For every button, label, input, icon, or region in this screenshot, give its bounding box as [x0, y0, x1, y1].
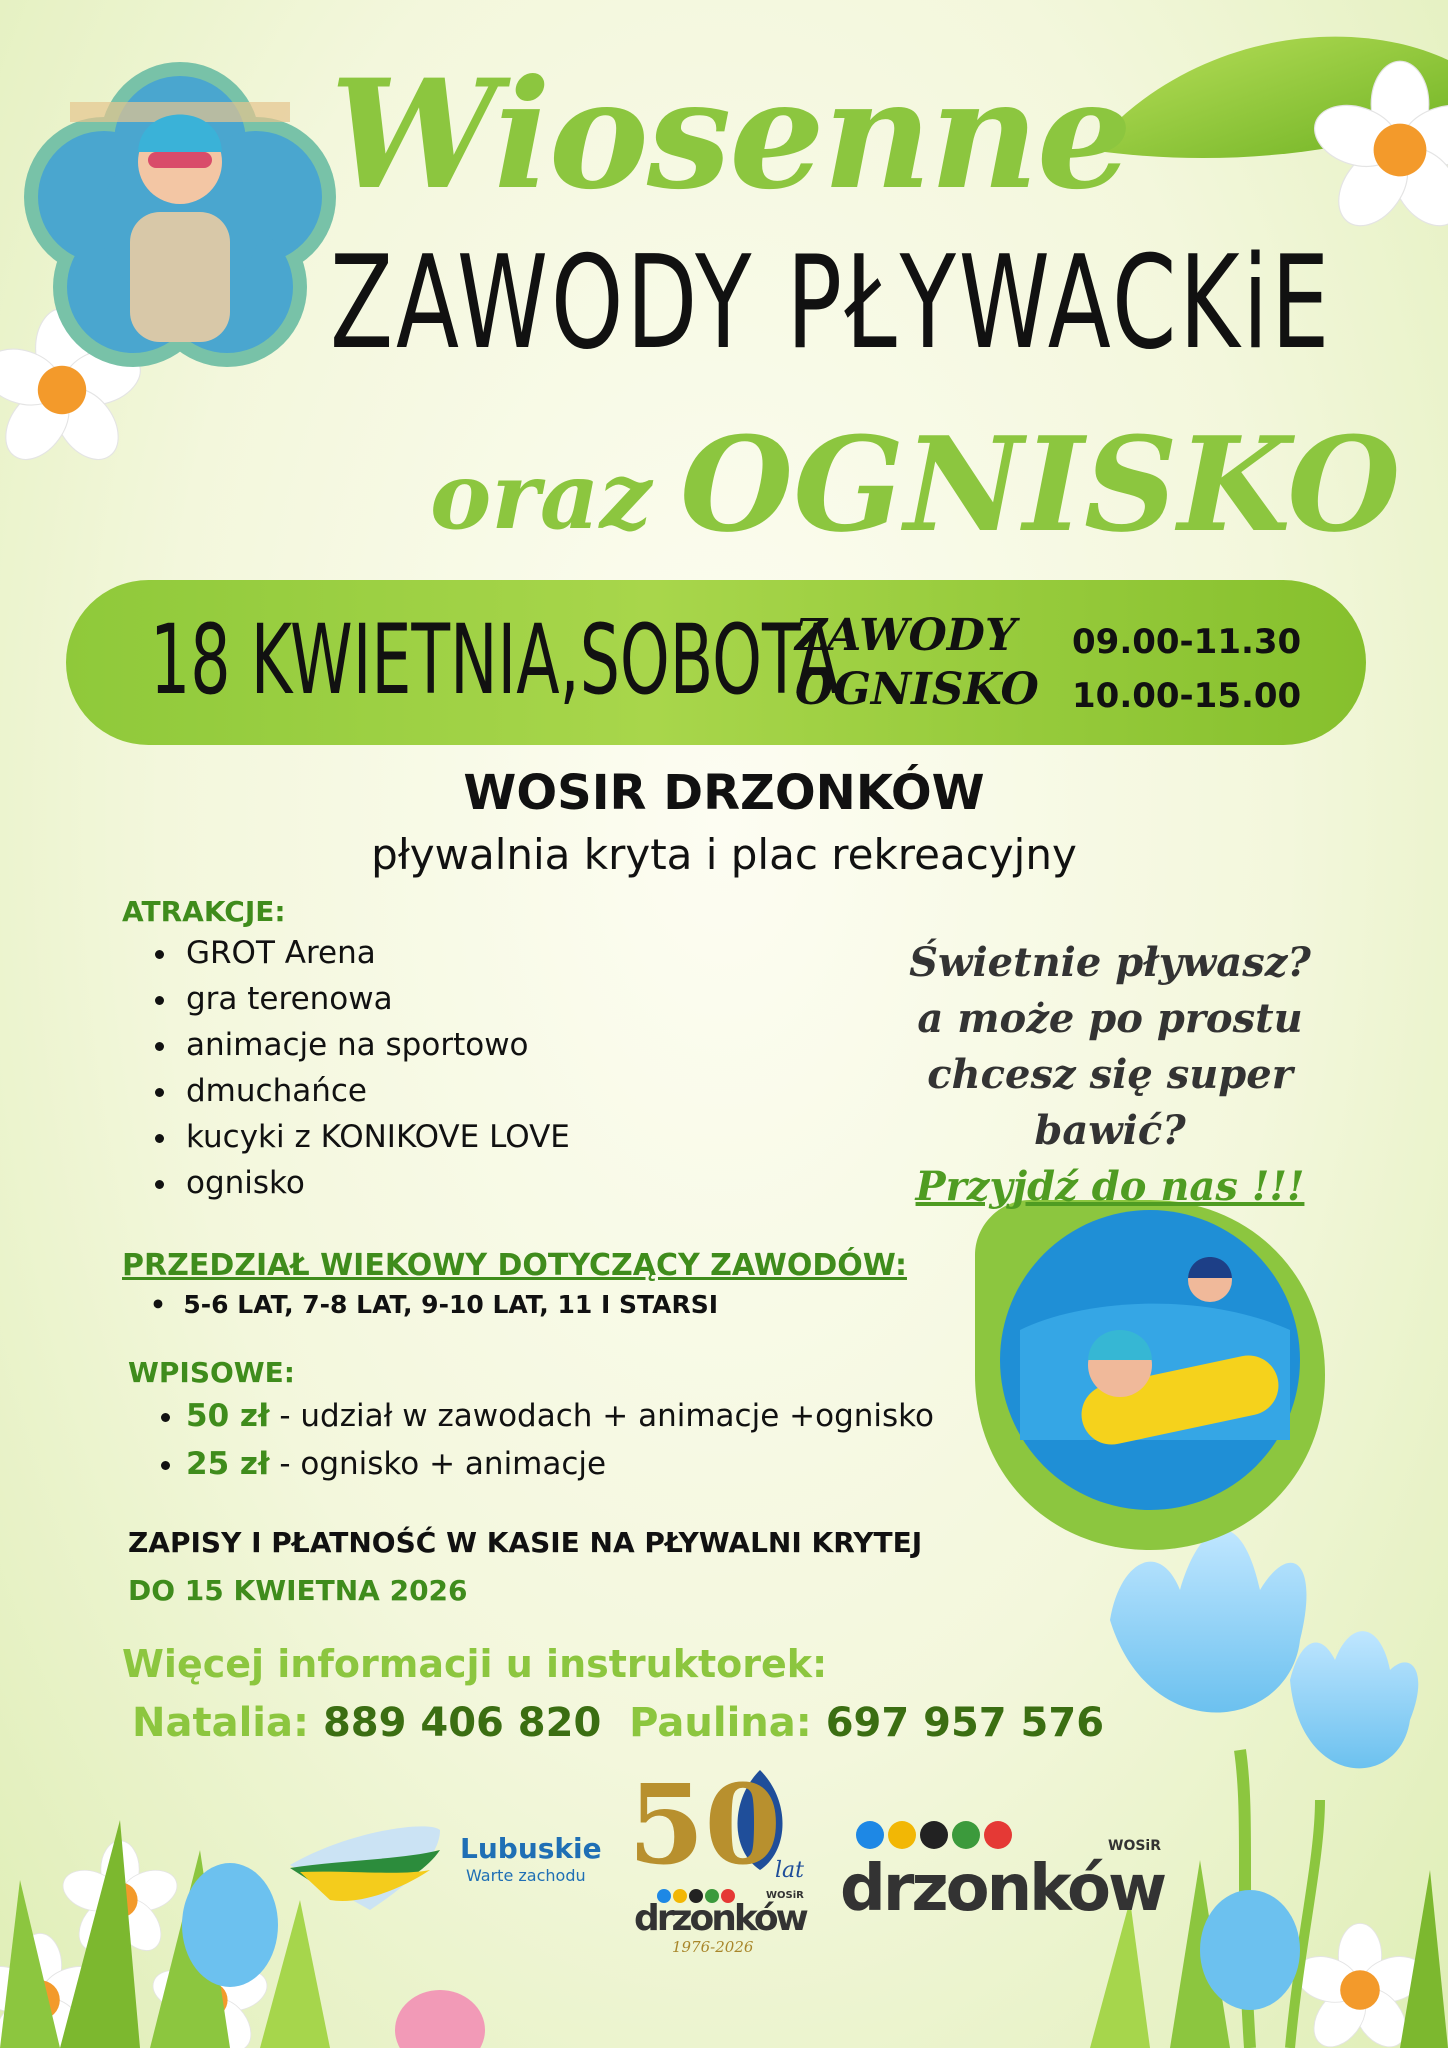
event-name-ognisko: OGNISKO	[795, 664, 1039, 715]
anniversary-lat: lat	[775, 1858, 804, 1883]
list-item	[186, 1392, 934, 1440]
easter-egg-decoration	[182, 1863, 278, 1987]
call-to-action	[850, 935, 1370, 1215]
anniversary-wosir: WOSiR	[766, 1890, 804, 1901]
cta-line: Świetnie pływasz?	[909, 939, 1311, 986]
contacts	[132, 1700, 1104, 1746]
contact-name: Natalia:	[132, 1700, 309, 1746]
list-item: • kucyki z KONIKOVE LOVE	[180, 1114, 570, 1160]
title-wiosenne: Wiosenne	[330, 47, 1131, 223]
anniversary-brand: drzonków	[634, 1898, 806, 1939]
fees-label: WPISOWE:	[128, 1356, 296, 1389]
anniversary-number: 50	[628, 1760, 782, 1889]
list-item: • GROT Arena	[180, 930, 570, 976]
age-label: PRZEDZIAŁ WIEKOWY DOTYCZĄCY ZAWODÓW:	[122, 1248, 907, 1283]
easter-egg-decoration	[395, 1990, 485, 2048]
list-item: • gra terenowa	[180, 976, 570, 1022]
cta-line: a może po prostu	[917, 995, 1303, 1042]
list-item	[186, 1440, 934, 1488]
title-oraz: oraz	[430, 442, 652, 550]
list-item: • animacje na sportowo	[180, 1022, 570, 1068]
attractions-label: ATRAKCJE:	[122, 895, 286, 928]
fee-desc: - udział w zawodach + animacje +ognisko	[269, 1398, 934, 1434]
contact-phone: 697 957 576	[825, 1700, 1105, 1746]
fee-desc: - ognisko + animacje	[269, 1446, 607, 1482]
title-ognisko: OGNISKO	[680, 408, 1401, 561]
swimmers-photo-leaf	[975, 1200, 1325, 1550]
event-time-ognisko: 10.00-15.00	[1072, 676, 1302, 716]
fees-list	[150, 1392, 934, 1488]
lubuskie-logo	[290, 1826, 440, 1910]
list-item: • dmuchańce	[180, 1068, 570, 1114]
drzonkow-logo-wosir: WOSiR	[1108, 1838, 1162, 1854]
age-groups: 5-6 LAT, 7-8 LAT, 9-10 LAT, 11 I STARSI	[183, 1290, 718, 1319]
anniversary-years: 1976-2026	[672, 1938, 754, 1956]
contact-phone: 889 406 820	[322, 1700, 602, 1746]
drzonkow-logo-text: drzonków	[840, 1852, 1165, 1926]
event-name-zawody: ZAWODY	[795, 610, 1017, 661]
contact-name: Paulina:	[629, 1700, 812, 1746]
event-date: 18 KWIETNIA,SOBOTA	[150, 604, 840, 716]
swimmer-photo-flower	[24, 62, 336, 367]
event-time-zawody: 09.00-11.30	[1072, 622, 1302, 662]
lubuskie-name: Lubuskie	[460, 1832, 602, 1865]
lubuskie-slogan: Warte zachodu	[466, 1866, 586, 1885]
list-item: • ognisko	[180, 1160, 570, 1206]
title-zawody: ZAWODY PŁYWACKiE	[330, 229, 1333, 378]
fee-price: 50 zł	[186, 1398, 270, 1434]
easter-egg-decoration	[1200, 1890, 1300, 2010]
venue-desc: pływalnia kryta i plac rekreacyjny	[371, 830, 1077, 879]
attractions-list	[140, 930, 570, 1206]
cta-line: chcesz się super bawić?	[927, 1051, 1293, 1154]
registration-deadline: DO 15 KWIETNA 2026	[128, 1574, 468, 1607]
fee-price: 25 zł	[186, 1446, 270, 1482]
venue-name: WOSIR DRZONKÓW	[463, 765, 985, 821]
age-value: • 5-6 LAT, 7-8 LAT, 9-10 LAT, 11 I STARSI	[150, 1290, 718, 1319]
more-info-label: Więcej informacji u instruktorek:	[122, 1642, 828, 1686]
registration-info: ZAPISY I PŁATNOŚĆ W KASIE NA PŁYWALNI KRYTEJ	[128, 1526, 923, 1559]
cta-line-highlight: Przyjdź do nas !!!	[915, 1163, 1305, 1210]
